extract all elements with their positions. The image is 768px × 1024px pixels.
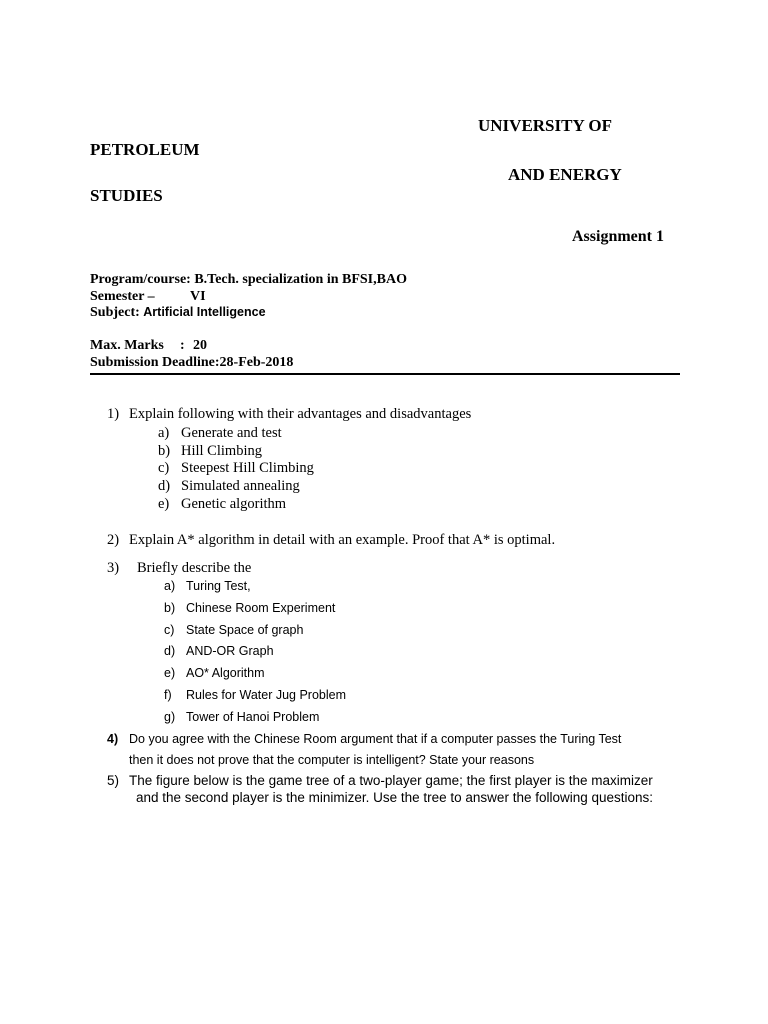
marks-label: Max. Marks (90, 338, 164, 353)
q3-item-c-letter: c) (164, 623, 175, 637)
q3-item-g (164, 710, 320, 724)
question-3 (107, 560, 252, 577)
header-and-energy: AND ENERGY (508, 165, 622, 184)
header-studies: STUDIES (90, 186, 163, 205)
q3-item-e-letter: e) (164, 666, 176, 680)
question-2-text: Explain A* algorithm in detail with an example. Proof that A* is optimal. (129, 532, 556, 548)
question-1 (107, 406, 472, 423)
q3-item-a (164, 579, 251, 593)
q1-item-e-text: Genetic algorithm (181, 496, 287, 512)
question-1-text: Explain following with their advantages and disadvantages (129, 406, 472, 422)
subject-line (90, 305, 266, 321)
deadline-value: 28-Feb-2018 (219, 355, 294, 370)
question-2 (107, 532, 556, 549)
q3-item-a-letter: a) (164, 579, 176, 593)
subject-value: Artificial Intelligence (143, 305, 266, 319)
semester-value: VI (190, 289, 206, 304)
q3-item-b-letter: b) (164, 601, 176, 615)
q1-item-a-text: Generate and test (181, 425, 282, 441)
question-2-number: 2) (107, 532, 120, 548)
question-4-line1: Do you agree with the Chinese Room argument that if a computer passes the Turing Test (129, 732, 622, 746)
q3-item-d-letter: d) (164, 644, 176, 658)
semester-line (90, 289, 206, 305)
deadline-line (90, 355, 293, 371)
question-5 (107, 773, 653, 788)
program-label: Program/course: (90, 272, 191, 287)
q1-item-d (158, 478, 300, 495)
q3-item-c-text: State Space of graph (186, 623, 304, 637)
marks-line (90, 338, 207, 354)
q3-item-e-text: AO* Algorithm (186, 666, 265, 680)
deadline-label: Submission Deadline: (90, 355, 220, 370)
q1-item-e (158, 496, 287, 513)
marks-sep: : (180, 338, 185, 353)
q3-item-a-text: Turing Test, (186, 579, 251, 593)
header-petroleum: PETROLEUM (90, 140, 200, 159)
q3-item-g-text: Tower of Hanoi Problem (186, 710, 320, 724)
question-5-line1: The figure below is the game tree of a two-player game; the first player is the maximizer (129, 773, 653, 788)
q1-item-e-letter: e) (158, 496, 170, 512)
q1-item-c-letter: c) (158, 460, 170, 476)
q1-item-a-letter: a) (158, 425, 170, 441)
q1-item-b (158, 443, 262, 460)
program-value: B.Tech. specialization in BFSI,BAO (194, 272, 407, 287)
q3-item-b-text: Chinese Room Experiment (186, 601, 336, 615)
q3-item-b (164, 601, 336, 615)
question-5-number: 5) (107, 773, 120, 788)
q3-item-f-letter: f) (164, 688, 172, 702)
question-3-number: 3) (107, 560, 120, 576)
subject-label: Subject: (90, 305, 140, 320)
semester-label: Semester – (90, 289, 155, 304)
q1-item-d-letter: d) (158, 478, 171, 494)
program-line (90, 272, 407, 288)
q1-item-c-text: Steepest Hill Climbing (181, 460, 314, 476)
q3-item-f-text: Rules for Water Jug Problem (186, 688, 347, 702)
q3-item-c (164, 623, 304, 637)
q1-item-b-text: Hill Climbing (181, 443, 262, 459)
question-4-line2: then it does not prove that the computer is intelligent? State your reasons (129, 753, 535, 767)
question-5-line2: and the second player is the minimizer. Use the tree to answer the following questions: (136, 790, 654, 805)
marks-value: 20 (193, 338, 207, 353)
q3-item-d (164, 644, 274, 658)
q3-item-e (164, 666, 265, 680)
assignment-title: Assignment 1 (572, 228, 665, 245)
q1-item-c (158, 460, 314, 477)
q1-item-a (158, 425, 282, 442)
question-3-text: Briefly describe the (137, 560, 252, 576)
header-divider (90, 373, 680, 375)
q3-item-g-letter: g) (164, 710, 176, 724)
header-university-of: UNIVERSITY OF (478, 116, 612, 135)
question-4 (107, 732, 622, 746)
question-4-number: 4) (107, 732, 119, 746)
q3-item-f (164, 688, 347, 702)
q1-item-b-letter: b) (158, 443, 171, 459)
q3-item-d-text: AND-OR Graph (186, 644, 274, 658)
q1-item-d-text: Simulated annealing (181, 478, 300, 494)
question-1-number: 1) (107, 406, 120, 422)
